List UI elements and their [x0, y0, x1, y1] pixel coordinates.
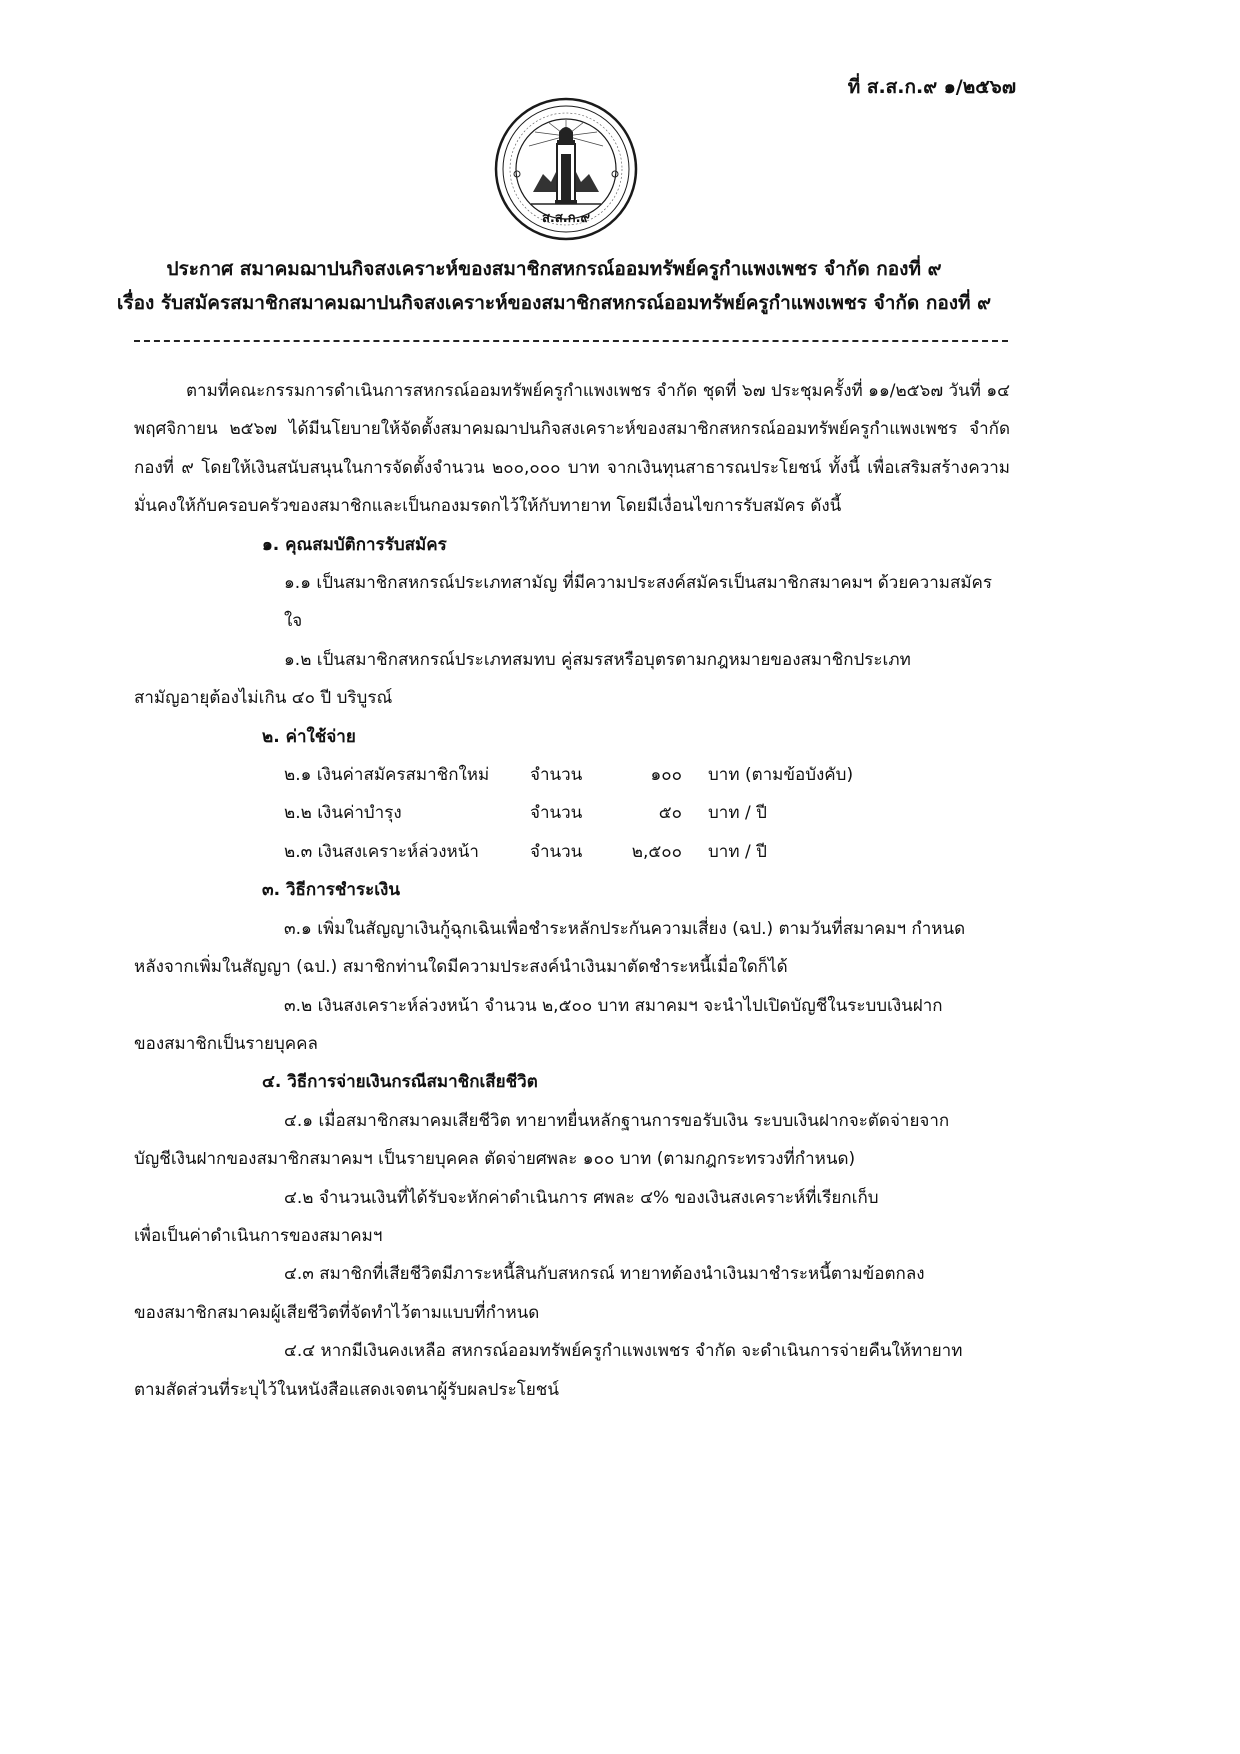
item-4-4-continued: ตามสัดส่วนที่ระบุไว้ในหนังสือแสดงเจตนาผู้รับผลประโยชน์: [134, 1379, 559, 1400]
item-1-1: ๑.๑ เป็นสมาชิกสหกรณ์ประเภทสามัญ ที่มีความประสงค์สมัครเป็นสมาชิกสมาคมฯ ด้วยความสมัครใจ: [284, 573, 993, 632]
fee-amount: ๑๐๐: [650, 765, 682, 786]
title-line-1: ประกาศ สมาคมฌาปนกิจสงเคราะห์ของสมาชิกสหกรณ์ออมทรัพย์ครูกำแพงเพชร จำกัด กองที่ ๙: [166, 258, 942, 280]
section-3-heading: ๓. วิธีการชำระเงิน: [262, 880, 400, 901]
item-1-2: ๑.๒ เป็นสมาชิกสหกรณ์ประเภทสมทบ คู่สมรสหรือบุตรตามกฎหมายของสมาชิกประเภท: [284, 649, 911, 670]
fee-label: ๒.๓ เงินสงเคราะห์ล่วงหน้า: [284, 841, 479, 862]
item-3-1-continued: หลังจากเพิ่มในสัญญา (ฉป.) สมาชิกท่านใดมีความประสงค์นำเงินมาตัดชำระหนี้เมื่อใดก็ได้: [134, 957, 788, 978]
intro-paragraph: ตามที่คณะกรรมการดำเนินการสหกรณ์ออมทรัพย์ครูกำแพงเพชร จำกัด ชุดที่ ๖๗ ประชุมครั้งที่ ๑๑/๒๕๖๗ วันที่ ๑๔ พฤศจิกายน ๒๕๖๗ ได้มีนโยบายให้จัดตั้งสมาคมฌาปนกิจสงเคราะห์ของสมาชิกสหกรณ์ออมทรัพย์ครูกำแพงเพชร จำกัด กองที่ ๙ โดยให้เงินสนับสนุนในการจัดตั้งจำนวน ๒๐๐,๐๐๐ บาท จากเงินทุนสาธารณประโยชน์ ทั้งนี้ เพื่อเสริมสร้างความมั่นคงให้กับครอบครัวของสมาชิกและเป็นกองมรดกไว้ให้กับทายาท โดยมีเงื่อนไขการรับสมัคร ดังนี้: [134, 381, 1010, 517]
item-4-3: ๔.๓ สมาชิกที่เสียชีวิตมีภาระหนี้สินกับสหกรณ์ ทายาทต้องนำเงินมาชำระหนี้ตามข้อตกลง: [284, 1264, 925, 1285]
fee-label: ๒.๒ เงินค่าบำรุง: [284, 803, 402, 824]
fee-row: [134, 833, 1010, 871]
fee-per: บาท / ปี: [708, 841, 767, 862]
item-1-2-continued: สามัญอายุต้องไม่เกิน ๔๐ ปี บริบูรณ์: [134, 688, 393, 709]
announcement-title: [0, 252, 1108, 320]
section-4-heading: ๔. วิธีการจ่ายเงินกรณีสมาชิกเสียชีวิต: [262, 1072, 538, 1093]
association-seal-logo: [493, 96, 639, 242]
item-3-1: ๓.๑ เพิ่มในสัญญาเงินกู้ฉุกเฉินเพื่อชำระหลักประกันความเสี่ยง (ฉป.) ตามวันที่สมาคมฯ กำหนด: [284, 918, 966, 939]
seal-text: ส.ส.ก.๙: [541, 211, 591, 226]
section-2-heading: ๒. ค่าใช้จ่าย: [262, 726, 356, 747]
fee-per: บาท / ปี: [708, 803, 767, 824]
fee-row: [134, 794, 1010, 832]
dashed-divider: [134, 340, 1008, 342]
title-line-2: เรื่อง รับสมัครสมาชิกสมาคมฌาปนกิจสงเคราะห์ของสมาชิกสหกรณ์ออมทรัพย์ครูกำแพงเพชร จำกัด กองที่ ๙: [116, 292, 992, 314]
fee-label: ๒.๑ เงินค่าสมัครสมาชิกใหม่: [284, 765, 490, 786]
fee-unit: จำนวน: [530, 841, 583, 862]
item-4-1-continued: บัญชีเงินฝากของสมาชิกสมาคมฯ เป็นรายบุคคล ตัดจ่ายศพละ ๑๐๐ บาท (ตามกฎกระทรวงที่กำหนด): [134, 1149, 856, 1170]
fee-unit: จำนวน: [530, 803, 583, 824]
fee-unit: จำนวน: [530, 765, 583, 786]
item-4-2-continued: เพื่อเป็นค่าดำเนินการของสมาคมฯ: [134, 1225, 383, 1246]
announcement-body: [134, 372, 1010, 1409]
document-number: ที่ ส.ส.ก.๙ ๑/๒๕๖๗: [847, 76, 1016, 98]
fee-amount: ๒,๕๐๐: [631, 841, 682, 862]
item-3-2: ๓.๒ เงินสงเคราะห์ล่วงหน้า จำนวน ๒,๕๐๐ บาท สมาคมฯ จะนำไปเปิดบัญชีในระบบเงินฝาก: [284, 995, 943, 1016]
item-3-2-continued: ของสมาชิกเป็นรายบุคคล: [134, 1033, 318, 1054]
fee-amount: ๕๐: [658, 803, 682, 824]
fee-row: [134, 756, 1010, 794]
section-1-heading: ๑. คุณสมบัติการรับสมัคร: [262, 534, 447, 555]
item-4-3-continued: ของสมาชิกสมาคมผู้เสียชีวิตที่จัดทำไว้ตามแบบที่กำหนด: [134, 1302, 540, 1323]
item-4-1: ๔.๑ เมื่อสมาชิกสมาคมเสียชีวิต ทายาทยื่นหลักฐานการขอรับเงิน ระบบเงินฝากจะตัดจ่ายจาก: [284, 1110, 950, 1131]
fee-per: บาท (ตามข้อบังคับ): [708, 765, 854, 786]
item-4-4: ๔.๔ หากมีเงินคงเหลือ สหกรณ์ออมทรัพย์ครูกำแพงเพชร จำกัด จะดำเนินการจ่ายคืนให้ทายาท: [284, 1341, 963, 1362]
item-4-2: ๔.๒ จำนวนเงินที่ได้รับจะหักค่าดำเนินการ ศพละ ๔% ของเงินสงเคราะห์ที่เรียกเก็บ: [284, 1187, 879, 1208]
